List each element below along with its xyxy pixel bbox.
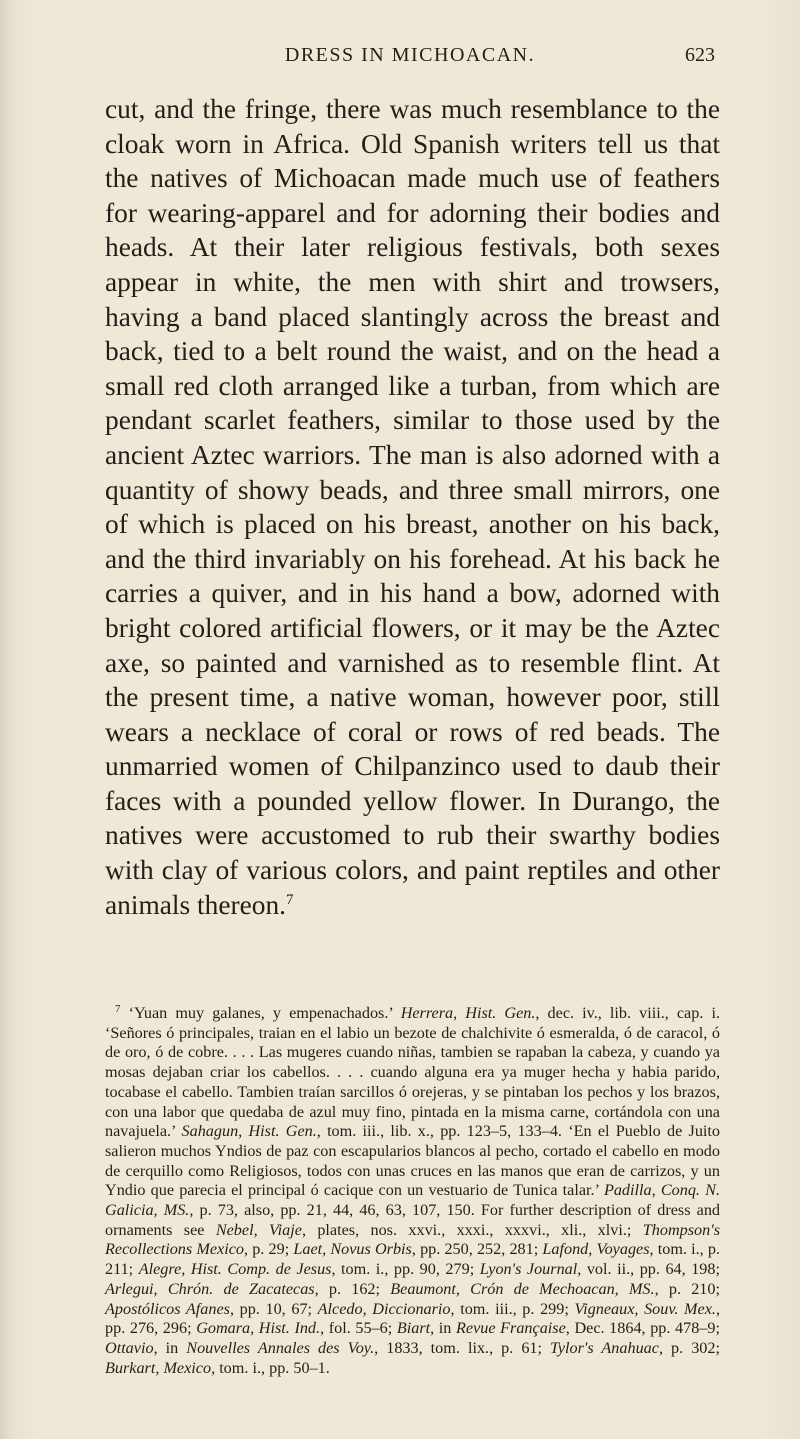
footnote-citation: Herrera, Hist. Gen. <box>400 1004 536 1022</box>
footnote <box>105 1004 720 1378</box>
page-number: 623 <box>685 44 715 66</box>
footnote-mark: 7 <box>115 1002 121 1015</box>
footnote-citation: Lafond, Voyages <box>542 1240 650 1259</box>
footnote-citation: Biart <box>396 1319 431 1338</box>
footnote-text: , pp. 276, 296; <box>105 1299 720 1338</box>
footnote-citation: Arlegui, Chrón. de Zacatecas <box>105 1279 315 1298</box>
footnote-text: , Dec. 1864, pp. 478–9; <box>565 1319 721 1338</box>
body-text: cut, and the fringe, there was much resemblance to the cloak worn in Africa. Old Spanish writers tell us that the natives of Michoacan made much use of feathers for wearing-apparel and for adorning their bodies and heads. At their later religious festivals, both sexes appear in white, the men with shirt and trowsers, having a band placed slantingly across the breast and back, tied to a belt round the waist, and on the head a small red cloth arranged like a turban, from which are pendant scarlet feathers, similar to those used by the ancient Aztec warriors. The man is also adorned with a quantity of showy beads, and three small mirrors, one of which is placed on his breast, another on his back, and the third invariably on his forehead. At his back he carries a quiver, and in his hand a bow, adorned with bright colored artificial flowers, or it may be the Aztec axe, so painted and varnished as to resemble flint. At the present time, a native woman, however poor, still wears a necklace of coral or rows of red beads. The unmarried women of Chilpanzinco used to daub their faces with a pounded yellow flower. In Durango, the natives were accustomed to rub their swarthy bodies with clay of various colors, and paint reptiles and other animals thereon. <box>105 94 720 920</box>
footnote-body <box>105 1004 720 1377</box>
footnote-citation: Tylor's Anahuac <box>550 1338 659 1357</box>
footnote-text: , p. 73, also, pp. 21, 44, 46, 63, 107, 150. For further description of dress and ornaments see <box>105 1201 721 1239</box>
footnote-text: , in <box>153 1338 187 1357</box>
footnote-text: , pp. 250, 252, 281; <box>411 1240 543 1259</box>
running-head <box>105 44 715 74</box>
body-paragraph <box>105 92 720 922</box>
footnote-citation: Beaumont, Crón de Mechoacan, MS. <box>390 1279 655 1298</box>
footnote-text: , vol. ii., pp. 64, 198; <box>577 1260 720 1279</box>
footnote-text: , pp. 10, 67; <box>229 1299 318 1318</box>
footnote-citation: Gomara, Hist. Ind. <box>196 1319 321 1338</box>
running-title: DRESS IN MICHOACAN. <box>284 44 536 66</box>
footnote-citation: Sahagun, Hist. Gen. <box>181 1122 317 1141</box>
footnote-citation: Nouvelles Annales des Voy. <box>186 1338 375 1357</box>
footnote-reference: 7 <box>286 891 294 908</box>
footnote-citation: Burkart, Mexico <box>105 1358 212 1377</box>
footnote-text: , p. 29; <box>244 1240 294 1259</box>
footnote-text: , plates, nos. xxvi., xxxi., xxxvi., xli., xlvi.; <box>301 1220 643 1239</box>
footnote-citation: Nebel, Viaje <box>215 1220 302 1239</box>
footnote-citation: Alegre, Hist. Comp. de Jesus <box>138 1260 332 1279</box>
footnote-text: , 1833, tom. lix., p. 61; <box>374 1338 551 1357</box>
footnote-text: , p. 162; <box>314 1279 391 1298</box>
footnote-text: , in <box>430 1319 456 1338</box>
footnote-citation: Revue Française <box>456 1319 566 1338</box>
footnote-text: , tom. iii., p. 299; <box>450 1299 575 1318</box>
footnote-citation: Thompson's Recollections Mexico <box>105 1220 720 1259</box>
footnote-citation: Vigneaux, Souv. Mex. <box>574 1299 716 1318</box>
footnote-text: , tom. iii., lib. x., pp. 123–5, 133–4. ‘En el Pueblo de Juito salieron muchos Yndios de paz con escapularios blancos al pecho, cortado el cabello en modo de cerquillo como Religiosos, todos con unas cruces en las manos que eran de carrizos, y un Yndio que parecia el principal ó cacique con un vestuario de Tunica talar.’ <box>105 1122 720 1200</box>
footnote-text: , tom. i., p. 211; <box>105 1240 721 1279</box>
footnote-text: ‘Yuan muy galanes, y empenachados.’ <box>128 1004 401 1022</box>
footnote-text: , p. 302; <box>658 1338 720 1357</box>
footnote-text: , tom. i., pp. 50–1. <box>211 1358 330 1377</box>
footnote-citation: Apostólicos Afanes <box>105 1299 230 1318</box>
footnote-citation: Alcedo, Diccionario <box>317 1299 451 1318</box>
footnote-text: , dec. iv., lib. viii., cap. i. ‘Señores ó principales, traian en el labio un bezote de chalchivite ó esmeralda, ó de caracol, ó de oro, ó de cobre. . . . Las mugeres cuando niñas, tambien se rapaban la cabeza, y cuando ya mosas dejaban criar los cabellos. . . . cuando alguna era ya muger hecha y habia parido, tocabase el cabello. Tambien traían sarcillos ó orejeras, y se pintaban los pechos y los brazos, con una labor que quedaba de azul muy fino, pintada en la misma carne, cortándola con una navajuela.’ <box>105 1004 721 1141</box>
footnote-text: , fol. 55–6; <box>320 1319 397 1338</box>
footnote-text: , p. 210; <box>654 1279 720 1298</box>
footnote-citation: Lyon's Journal <box>479 1260 578 1279</box>
footnote-citation: Ottavio <box>105 1338 154 1357</box>
footnote-citation: Laet, Novus Orbis <box>293 1240 412 1259</box>
footnote-citation: Padilla, Conq. N. Galicia, MS. <box>105 1181 720 1220</box>
footnote-text: , tom. i., pp. 90, 279; <box>331 1260 480 1279</box>
